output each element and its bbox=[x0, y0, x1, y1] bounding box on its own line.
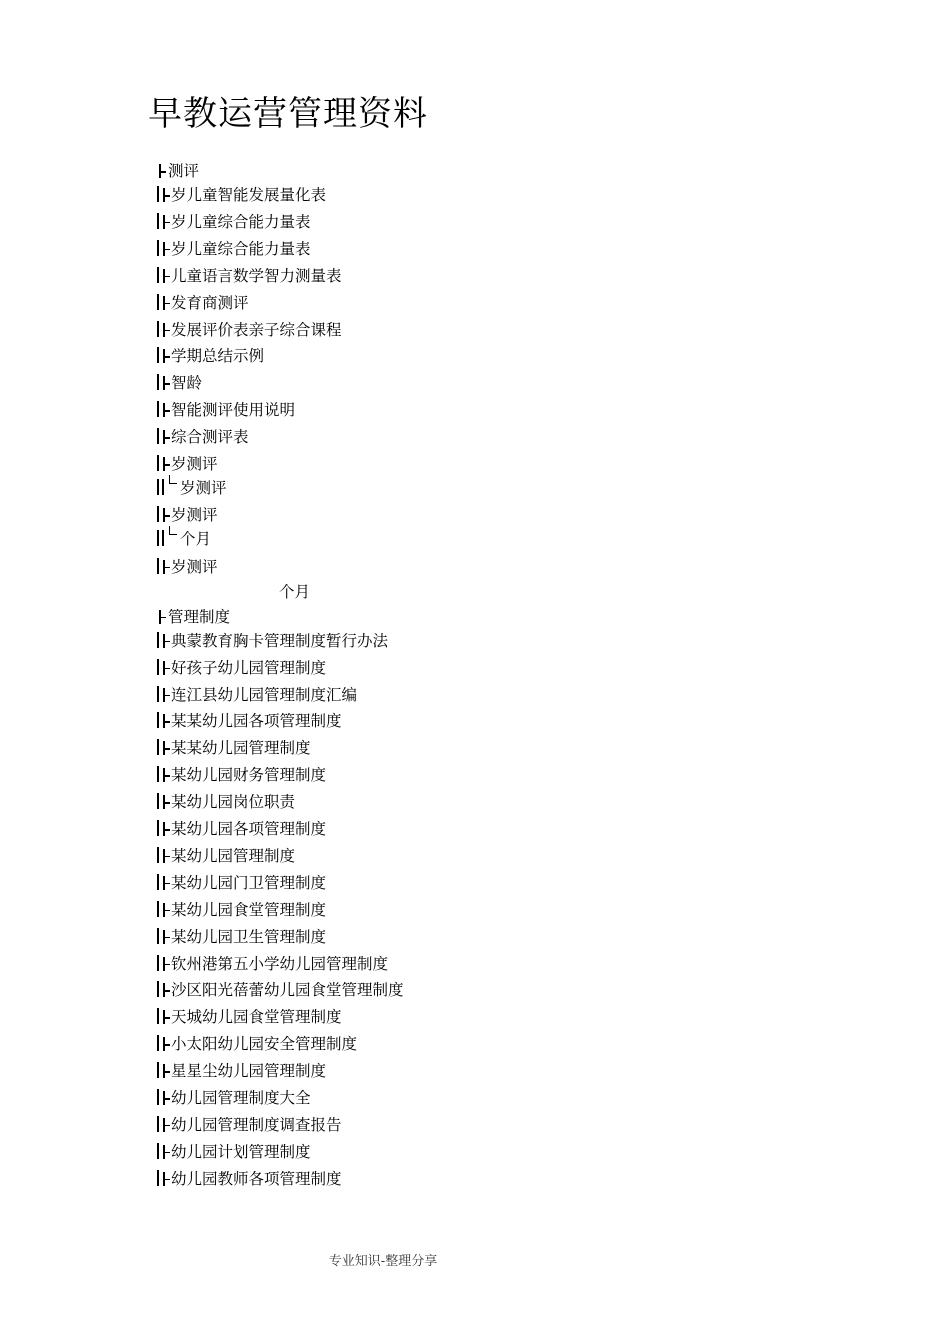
tree-line-icon bbox=[157, 1143, 159, 1159]
list-item-label: 幼儿园计划管理制度 bbox=[171, 1142, 311, 1161]
tree-branch-icon bbox=[163, 634, 170, 648]
tree-branch-icon bbox=[163, 1010, 170, 1024]
page-title: 早教运营管理资料 bbox=[148, 94, 428, 134]
list-item-label: 某幼儿园财务管理制度 bbox=[171, 766, 327, 785]
tree-branch-icon bbox=[163, 1172, 170, 1186]
tree-branch-icon bbox=[159, 610, 166, 624]
tree-branch-icon bbox=[163, 957, 170, 971]
tree-line-icon bbox=[157, 347, 159, 363]
tree-branch-icon bbox=[163, 983, 170, 997]
list-item-label: 幼儿园管理制度大全 bbox=[171, 1089, 311, 1107]
tree-line-icon bbox=[157, 401, 159, 417]
tree-line-icon bbox=[157, 1089, 159, 1105]
tree-branch-icon bbox=[163, 1037, 170, 1051]
tree-branch-icon bbox=[163, 323, 170, 337]
list-item-label: 发育商测评 bbox=[171, 293, 249, 312]
list-item-label: 好孩子幼儿园管理制度 bbox=[171, 658, 327, 677]
tree-line-icon bbox=[157, 712, 159, 728]
list-item-label: 某幼儿园岗位职责 bbox=[171, 793, 296, 812]
list-item-label: 智能测评使用说明 bbox=[171, 401, 296, 420]
tree-line-icon bbox=[157, 847, 159, 863]
list-item-label: 沙区阳光蓓蕾幼儿园食堂管理制度 bbox=[171, 981, 404, 1000]
tree-line-icon bbox=[157, 1035, 159, 1051]
tree-branch-icon bbox=[163, 215, 170, 229]
list-item-label: 岁测评 bbox=[171, 506, 218, 525]
tree-branch-icon bbox=[163, 1091, 170, 1105]
list-item-label: 幼儿园管理制度调查报告 bbox=[171, 1115, 342, 1134]
tree-line-icon bbox=[157, 874, 159, 890]
list-item-label: 钦州港第五小学幼儿园管理制度 bbox=[171, 954, 389, 973]
list-item-label: 岁儿童智能发展量化表 bbox=[171, 186, 327, 204]
tree-line-icon bbox=[157, 321, 159, 337]
tree-branch-icon bbox=[163, 795, 170, 809]
tree-line-icon bbox=[157, 1008, 159, 1024]
tree-branch-icon bbox=[163, 903, 170, 917]
tree-branch-icon bbox=[163, 714, 170, 728]
tree-branch-icon bbox=[163, 768, 170, 782]
tree-line-icon bbox=[162, 530, 164, 546]
tree-line-icon bbox=[157, 686, 159, 702]
list-item-label: 岁测评 bbox=[180, 478, 227, 497]
list-item-label: 岁测评 bbox=[171, 557, 218, 576]
tree-branch-icon bbox=[163, 296, 170, 310]
tree-branch-icon bbox=[163, 376, 170, 390]
tree-line-icon bbox=[157, 479, 159, 495]
tree-line-icon bbox=[157, 455, 159, 471]
tree-line-icon bbox=[157, 1062, 159, 1078]
list-item-label: 某某幼儿园各项管理制度 bbox=[171, 712, 342, 731]
tree-corner-icon bbox=[169, 526, 177, 535]
tree-branch-icon bbox=[163, 560, 170, 574]
tree-branch-icon bbox=[163, 457, 170, 471]
tree-line-icon bbox=[157, 659, 159, 675]
tree-line-icon bbox=[157, 820, 159, 836]
tree-line-icon bbox=[157, 955, 159, 971]
tree-line-icon bbox=[157, 981, 159, 997]
tree-line-icon bbox=[157, 506, 159, 522]
list-item-label: 小太阳幼儿园安全管理制度 bbox=[171, 1035, 358, 1054]
list-item-label: 个月 bbox=[279, 582, 311, 601]
list-item-label: 儿童语言数学智力测量表 bbox=[171, 266, 342, 285]
tree-branch-icon bbox=[163, 822, 170, 836]
tree-branch-icon bbox=[163, 430, 170, 444]
tree-branch-icon bbox=[163, 1118, 170, 1132]
list-item-label: 天城幼儿园食堂管理制度 bbox=[171, 1008, 342, 1027]
tree-line-icon bbox=[157, 1170, 159, 1186]
list-item-label: 岁测评 bbox=[171, 455, 218, 473]
tree-branch-icon bbox=[163, 188, 170, 202]
tree-line-icon bbox=[157, 739, 159, 755]
tree-line-icon bbox=[157, 213, 159, 229]
tree-line-icon bbox=[157, 530, 159, 546]
tree-branch-icon bbox=[163, 688, 170, 702]
section-heading-label: 管理制度 bbox=[168, 607, 231, 626]
tree-line-icon bbox=[157, 766, 159, 782]
list-item-label: 综合测评表 bbox=[171, 428, 249, 447]
tree-branch-icon bbox=[163, 876, 170, 890]
list-item-label: 某幼儿园食堂管理制度 bbox=[171, 900, 327, 919]
tree-line-icon bbox=[157, 240, 159, 256]
list-item-label: 智龄 bbox=[171, 374, 203, 393]
tree-branch-icon bbox=[163, 849, 170, 863]
tree-line-icon bbox=[157, 428, 159, 444]
list-item-label: 某幼儿园卫生管理制度 bbox=[171, 927, 327, 946]
tree-line-icon bbox=[157, 1116, 159, 1132]
tree-branch-icon bbox=[163, 242, 170, 256]
tree-line-icon bbox=[157, 928, 159, 944]
tree-line-icon bbox=[162, 479, 164, 495]
tree-line-icon bbox=[157, 632, 159, 648]
tree-line-icon bbox=[157, 294, 159, 310]
list-item-label: 岁儿童综合能力量表 bbox=[171, 239, 311, 258]
tree-branch-icon bbox=[163, 269, 170, 283]
list-item-label: 学期总结示例 bbox=[171, 347, 265, 366]
list-item-label: 典蒙教育胸卡管理制度暂行办法 bbox=[171, 631, 389, 650]
tree-branch-icon bbox=[163, 403, 170, 417]
tree-line-icon bbox=[157, 901, 159, 917]
tree-line-icon bbox=[157, 374, 159, 390]
tree-branch-icon bbox=[163, 661, 170, 675]
tree-line-icon bbox=[157, 267, 159, 283]
list-item-label: 个月 bbox=[180, 530, 212, 549]
list-item-label: 幼儿园教师各项管理制度 bbox=[171, 1169, 342, 1188]
tree-branch-icon bbox=[163, 1145, 170, 1159]
tree-corner-icon bbox=[169, 475, 177, 484]
tree-branch-icon bbox=[163, 508, 170, 522]
tree-line-icon bbox=[157, 558, 159, 574]
tree-branch-icon bbox=[163, 930, 170, 944]
list-item-label: 某幼儿园各项管理制度 bbox=[171, 820, 327, 838]
list-item-label: 岁儿童综合能力量表 bbox=[171, 212, 311, 231]
section-heading-label: 测评 bbox=[168, 162, 200, 180]
list-item-label: 连江县幼儿园管理制度汇编 bbox=[171, 685, 358, 704]
list-item-label: 某某幼儿园管理制度 bbox=[171, 739, 311, 758]
list-item-label: 星星尘幼儿园管理制度 bbox=[171, 1062, 327, 1081]
tree-branch-icon bbox=[163, 1064, 170, 1078]
list-item-label: 某幼儿园门卫管理制度 bbox=[171, 873, 327, 892]
page-footer: 专业知识-整理分享 bbox=[328, 1254, 438, 1269]
list-item-label: 发展评价表亲子综合课程 bbox=[171, 320, 342, 339]
list-item-label: 某幼儿园管理制度 bbox=[171, 846, 296, 865]
tree-branch-icon bbox=[159, 164, 166, 178]
tree-branch-icon bbox=[163, 349, 170, 363]
tree-line-icon bbox=[157, 793, 159, 809]
tree-line-icon bbox=[157, 186, 159, 202]
tree-branch-icon bbox=[163, 741, 170, 755]
